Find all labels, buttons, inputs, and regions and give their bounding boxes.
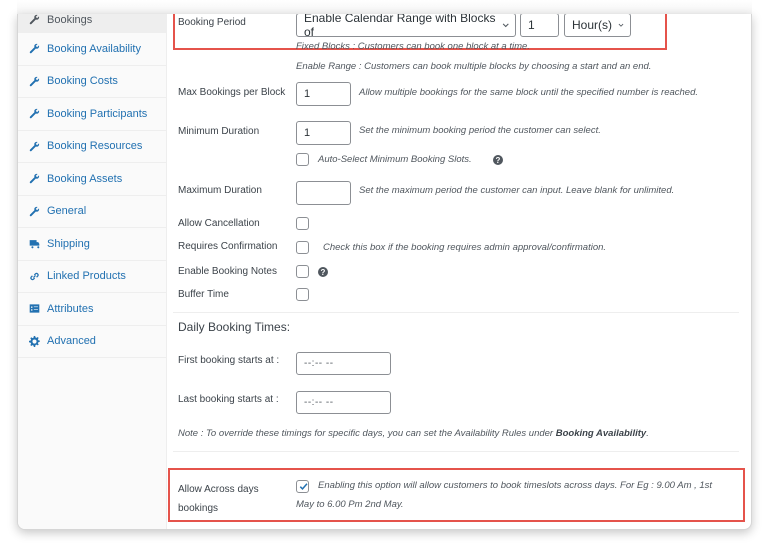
requires-confirmation-label: Requires Confirmation: [178, 241, 278, 252]
auto-select-min-slots-checkbox[interactable]: [296, 153, 309, 166]
sidebar-item-booking-participants[interactable]: [18, 98, 166, 131]
last-booking-label: Last booking starts at :: [178, 394, 279, 405]
buffer-time-label: Buffer Time: [178, 289, 229, 300]
across-days-label: [178, 480, 259, 518]
sidebar-item-label: Booking Assets: [47, 172, 123, 185]
booking-notes-checkbox[interactable]: [296, 265, 309, 278]
allow-cancellation-label: Allow Cancellation: [178, 218, 260, 229]
link-icon: [29, 271, 40, 282]
section-divider: [173, 312, 739, 313]
across-days-label-line1: Allow Across days: [178, 484, 259, 495]
checkmark-icon: [298, 481, 309, 492]
booking-period-mode-select[interactable]: [296, 14, 516, 37]
sidebar-item-attributes[interactable]: [18, 293, 166, 326]
requires-confirmation-desc: Check this box if the booking requires admin approval/confirmation.: [323, 242, 607, 253]
sidebar-item-label: Linked Products: [47, 270, 126, 283]
min-duration-label: Minimum Duration: [178, 126, 260, 137]
min-duration-input[interactable]: [296, 121, 351, 145]
bookings-settings-form: [168, 14, 751, 529]
sidebar-item-label: Advanced: [47, 335, 96, 348]
auto-select-min-slots-label: Auto-Select Minimum Booking Slots.: [318, 154, 472, 165]
wrench-icon: [29, 141, 40, 152]
max-bookings-desc: Allow multiple bookings for the same block until the specified number is reached.: [359, 87, 699, 98]
enable-range-help: Enable Range : Customers can book multiple blocks by choosing a start and an end.: [296, 61, 652, 72]
first-booking-label: First booking starts at :: [178, 355, 280, 366]
buffer-time-checkbox[interactable]: [296, 288, 309, 301]
chevron-down-icon: [502, 21, 509, 29]
requires-confirmation-checkbox[interactable]: [296, 241, 309, 254]
product-data-panel: [17, 14, 752, 530]
wrench-icon: [29, 43, 40, 54]
across-days-desc-line2: May to 6.00 Pm 2nd May.: [296, 499, 404, 510]
wrench-icon: [29, 206, 40, 217]
help-icon[interactable]: ?: [493, 155, 503, 165]
max-bookings-input[interactable]: [296, 82, 351, 106]
sidebar-item-shipping[interactable]: [18, 228, 166, 261]
sidebar-item-bookings[interactable]: [18, 14, 166, 33]
min-duration-value: 1: [304, 127, 311, 139]
max-duration-desc: Set the maximum period the customer can input. Leave blank for unlimited.: [359, 185, 675, 196]
booking-period-label: Booking Period: [178, 17, 246, 28]
sidebar-item-booking-costs[interactable]: [18, 66, 166, 99]
max-duration-input[interactable]: [296, 181, 351, 205]
max-bookings-label: Max Bookings per Block: [178, 87, 286, 98]
sidebar-item-label: Attributes: [47, 302, 94, 315]
min-duration-desc: Set the minimum booking period the customer can select.: [359, 125, 601, 136]
fixed-blocks-help: Fixed Blocks : Customers can book one block at a time.: [296, 41, 530, 52]
booking-unit-select[interactable]: [564, 14, 631, 37]
across-days-checkbox[interactable]: [296, 480, 309, 493]
sidebar-item-label: Booking Resources: [47, 140, 143, 153]
first-booking-time-value: --:-- --: [304, 358, 334, 369]
window-top-edge: [17, 0, 752, 14]
sidebar-item-label: General: [47, 205, 87, 218]
wrench-icon: [29, 14, 40, 25]
daily-times-note: [178, 428, 649, 439]
last-booking-time-input[interactable]: [296, 391, 391, 414]
wrench-icon: [29, 108, 40, 119]
product-data-tabs: [18, 14, 167, 529]
sidebar-item-label: Booking Costs: [47, 75, 118, 88]
list-card-icon: [29, 303, 40, 314]
wrench-icon: [29, 173, 40, 184]
sidebar-item-general[interactable]: [18, 196, 166, 229]
wrench-icon: [29, 76, 40, 87]
section-divider: [173, 451, 739, 452]
first-booking-time-input[interactable]: [296, 352, 391, 375]
last-booking-time-value: --:-- --: [304, 397, 334, 408]
sidebar-item-label: Booking Participants: [47, 107, 148, 120]
sidebar-item-linked-products[interactable]: [18, 261, 166, 294]
chevron-down-icon: [618, 21, 624, 29]
help-icon[interactable]: ?: [318, 267, 328, 277]
max-duration-label: Maximum Duration: [178, 185, 262, 196]
max-bookings-value: 1: [304, 88, 311, 100]
booking-period-mode-value: Enable Calendar Range with Blocks of: [304, 14, 496, 39]
booking-notes-label: Enable Booking Notes: [178, 266, 277, 277]
block-count-value: 1: [528, 18, 535, 32]
sidebar-item-label: Shipping: [47, 237, 90, 250]
sidebar-item-advanced[interactable]: [18, 326, 166, 359]
truck-icon: [29, 238, 40, 249]
note-text: Note : To override these timings for specific days, you can set the Availability Rules under: [178, 428, 556, 439]
note-suffix: .: [646, 428, 649, 439]
sidebar-item-booking-availability[interactable]: [18, 33, 166, 66]
gear-icon: [29, 336, 40, 347]
sidebar-item-booking-assets[interactable]: [18, 163, 166, 196]
sidebar-item-label: Booking Availability: [47, 42, 141, 55]
booking-unit-value: Hour(s): [572, 18, 613, 32]
sidebar-item-booking-resources[interactable]: [18, 131, 166, 164]
daily-booking-times-title: Daily Booking Times:: [178, 320, 291, 334]
across-days-desc-line1: Enabling this option will allow customers to book timeslots across days. For Eg : 9.00 Am , 1st: [318, 480, 713, 491]
allow-cancellation-checkbox[interactable]: [296, 217, 309, 230]
booking-availability-reference: Booking Availability: [555, 428, 647, 439]
across-days-label-line2: bookings: [178, 503, 219, 514]
booking-block-count-input[interactable]: [520, 14, 559, 37]
sidebar-item-label: Bookings: [47, 14, 93, 26]
